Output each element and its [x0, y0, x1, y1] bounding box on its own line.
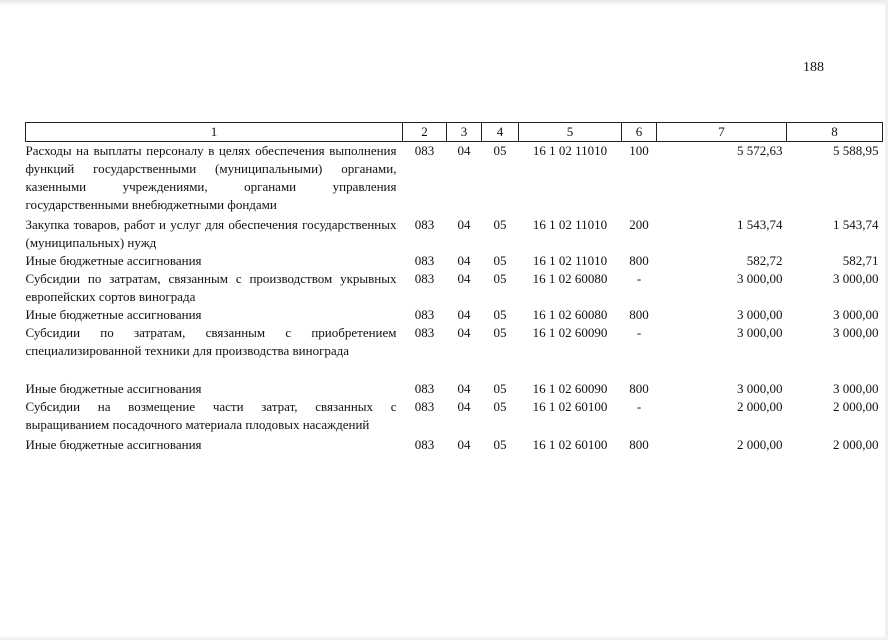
budget-table: [25, 122, 883, 454]
row-rz: 04: [457, 271, 471, 286]
row-name: Иные бюджетные ассигнования: [25, 381, 202, 396]
row-vr: 800: [629, 381, 649, 396]
row-name: Иные бюджетные ассигнования: [25, 437, 202, 452]
table-row: [26, 324, 883, 380]
row-sum2: 3 000,00: [833, 271, 879, 286]
row-rz: 04: [457, 217, 471, 232]
table-row: [26, 436, 883, 454]
row-rz: 04: [457, 437, 471, 452]
row-sum1: 1 543,74: [737, 217, 783, 232]
row-sum1: 3 000,00: [737, 381, 783, 396]
row-sum1: 582,72: [746, 253, 783, 268]
row-ved: 083: [414, 253, 435, 268]
table-row: [26, 216, 883, 252]
row-pr: 05: [493, 325, 507, 340]
page-number: 188: [803, 60, 824, 75]
row-csr: 16 1 02 60090: [532, 325, 608, 340]
table-row: [26, 398, 883, 436]
row-rz: 04: [457, 325, 471, 340]
row-pr: 05: [493, 217, 507, 232]
row-sum1: 2 000,00: [737, 399, 783, 414]
row-csr: 16 1 02 11010: [532, 253, 608, 268]
row-pr: 05: [493, 381, 507, 396]
row-sum1: 3 000,00: [737, 307, 783, 322]
header-col-6: 6: [622, 123, 657, 142]
row-ved: 083: [414, 271, 435, 286]
header-col-8: 8: [787, 123, 883, 142]
row-ved: 083: [414, 437, 435, 452]
table-body: [26, 142, 883, 455]
table-row: [26, 306, 883, 324]
row-pr: 05: [493, 437, 507, 452]
table-row: [26, 142, 883, 217]
row-sum2: 3 000,00: [833, 307, 879, 322]
row-name: Субсидии по затратам, связанным с производством укрывных европейских сортов винограда: [25, 271, 397, 304]
header-col-1: 1: [26, 123, 403, 142]
row-ved: 083: [414, 307, 435, 322]
row-sum2: 3 000,00: [833, 325, 879, 340]
row-vr: -: [636, 399, 642, 414]
row-sum2: 5 588,95: [833, 143, 879, 158]
header-col-4: 4: [482, 123, 519, 142]
row-sum1: 5 572,63: [737, 143, 783, 158]
row-rz: 04: [457, 381, 471, 396]
table-header: [26, 123, 883, 142]
row-sum2: 3 000,00: [833, 381, 879, 396]
row-name: Субсидии по затратам, связанным с приобретением специализированной техники для производства винограда: [25, 325, 397, 358]
header-col-2: 2: [403, 123, 447, 142]
row-sum1: 2 000,00: [737, 437, 783, 452]
row-sum2: 2 000,00: [833, 437, 879, 452]
row-vr: -: [636, 271, 642, 286]
row-vr: -: [636, 325, 642, 340]
row-name: Иные бюджетные ассигнования: [25, 307, 202, 322]
row-csr: 16 1 02 11010: [532, 217, 608, 232]
row-rz: 04: [457, 143, 471, 158]
header-col-7: 7: [657, 123, 787, 142]
header-col-3: 3: [447, 123, 482, 142]
header-row: [26, 123, 883, 142]
row-csr: 16 1 02 11010: [532, 143, 608, 158]
row-csr: 16 1 02 60080: [532, 271, 608, 286]
row-sum2: 1 543,74: [833, 217, 879, 232]
row-vr: 800: [629, 307, 649, 322]
row-sum2: 582,71: [842, 253, 879, 268]
row-rz: 04: [457, 253, 471, 268]
row-ved: 083: [414, 381, 435, 396]
row-csr: 16 1 02 60080: [532, 307, 608, 322]
row-pr: 05: [493, 271, 507, 286]
row-name: Иные бюджетные ассигнования: [25, 253, 202, 268]
row-sum1: 3 000,00: [737, 325, 783, 340]
row-rz: 04: [457, 307, 471, 322]
row-pr: 05: [493, 307, 507, 322]
row-vr: 200: [629, 217, 649, 232]
row-sum1: 3 000,00: [737, 271, 783, 286]
row-ved: 083: [414, 143, 435, 158]
row-name: Расходы на выплаты персоналу в целях обеспечения выполнения функций государственными (муниципальными) органами, казенными учреждениями, органами управления государственными внебюджетными фондами: [25, 143, 397, 212]
row-pr: 05: [493, 399, 507, 414]
row-csr: 16 1 02 60100: [532, 399, 608, 414]
row-ved: 083: [414, 325, 435, 340]
row-vr: 800: [629, 437, 649, 452]
row-name: Субсидии на возмещение части затрат, связанных с выращиванием посадочного материала плодовых насаждений: [25, 399, 397, 432]
row-sum2: 2 000,00: [833, 399, 879, 414]
header-col-5: 5: [519, 123, 622, 142]
row-ved: 083: [414, 217, 435, 232]
table-row: [26, 270, 883, 306]
scan-edge-top: [0, 0, 888, 6]
row-vr: 100: [629, 143, 649, 158]
table-row: [26, 380, 883, 398]
row-name: Закупка товаров, работ и услуг для обеспечения государственных (муниципальных) нужд: [25, 217, 397, 250]
row-rz: 04: [457, 399, 471, 414]
row-vr: 800: [629, 253, 649, 268]
row-ved: 083: [414, 399, 435, 414]
row-csr: 16 1 02 60100: [532, 437, 608, 452]
table-row: [26, 252, 883, 270]
row-pr: 05: [493, 143, 507, 158]
row-pr: 05: [493, 253, 507, 268]
scan-edge-bottom: [0, 635, 888, 640]
row-csr: 16 1 02 60090: [532, 381, 608, 396]
